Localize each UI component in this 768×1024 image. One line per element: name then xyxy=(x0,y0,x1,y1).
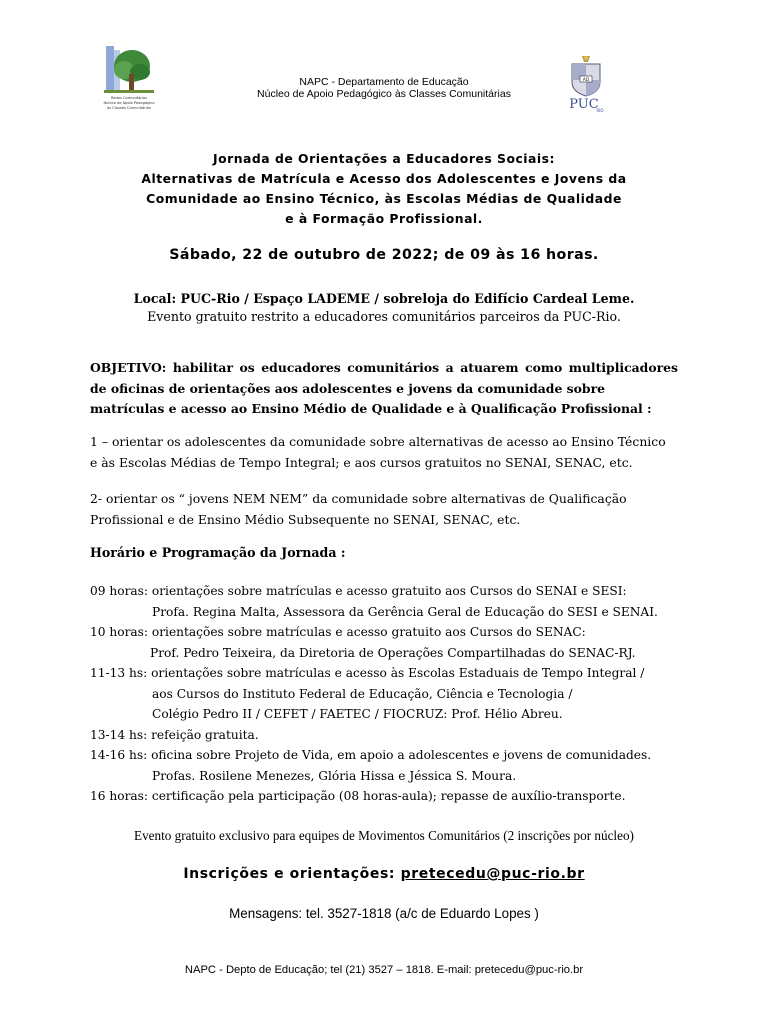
schedule-list xyxy=(90,581,690,807)
page-footer: NAPC - Depto de Educação; tel (21) 3527 – 1818. E-mail: pretecedu@puc-rio.br xyxy=(184,964,584,976)
schedule-speaker: Profa. Regina Malta, Assessora da Gerência Geral de Educação do SESI e SENAI. xyxy=(152,604,658,619)
svg-text:PUC: PUC xyxy=(569,97,599,112)
objective-paragraph xyxy=(90,358,678,420)
svg-text:RIO: RIO xyxy=(596,108,604,113)
schedule-speaker: Profas. Rosilene Menezes, Glória Hissa e Jéssica S. Moura. xyxy=(152,768,517,783)
item-text: Profissional e de Ensino Médio Subsequente no SENAI, SENAC, etc. xyxy=(90,511,521,527)
department-subtitle: Núcleo de Apoio Pedagógico às Classes Comunitárias xyxy=(257,88,511,100)
puc-rio-logo xyxy=(562,52,610,116)
item-text: 1 – orientar os adolescentes da comunidade sobre alternativas de acesso ao Ensino Técnico xyxy=(90,434,666,449)
objective-text-end: matrículas e acesso ao Ensino Médio de Qualidade e à Qualificação Profissional : xyxy=(90,401,652,416)
registration-line xyxy=(0,866,768,882)
schedule-item: 10 horas: orientações sobre matrículas e acesso gratuito aos Cursos do SENAC: xyxy=(90,625,586,639)
event-date: Sábado, 22 de outubro de 2022; de 09 às 16 horas. xyxy=(169,247,599,263)
item-text: e às Escolas Médias de Tempo Integral; e aos cursos gratuitos no SENAI, SENAC, etc. xyxy=(90,454,633,470)
location-line: Local: PUC-Rio / Espaço LADEME / sobreloja do Edifício Cardeal Leme. xyxy=(133,291,635,306)
header-department xyxy=(0,76,768,100)
schedule-item: 16 horas: certificação pela participação (08 horas-aula); repasse de auxílio-transporte. xyxy=(90,789,626,803)
objective-item-1 xyxy=(90,432,678,473)
schedule-speaker: Prof. Pedro Teixeira, da Diretoria de Operações Compartilhadas do SENAC-RJ. xyxy=(150,645,636,660)
registration-email-link[interactable]: pretecedu@puc-rio.br xyxy=(400,866,585,882)
svg-text:Núcleo de Apoio Pedagógico: Núcleo de Apoio Pedagógico xyxy=(103,101,155,105)
schedule-item: 14-16 hs: oficina sobre Projeto de Vida, em apoio a adolescentes e jovens de comunidades. xyxy=(90,748,652,762)
objective-text: OBJETIVO: habilitar os educadores comunitários a atuarem como multiplicadores de oficinas de orientações aos adolescentes e jovens da comunidade sobre xyxy=(90,360,678,396)
svg-text:AD: AD xyxy=(582,78,590,83)
schedule-item-continued: aos Cursos do Instituto Federal de Educação, Ciência e Tecnologia / xyxy=(152,686,573,701)
title-line: Comunidade ao Ensino Técnico, às Escolas Médias de Qualidade xyxy=(146,191,622,206)
title-line: Jornada de Orientações a Educadores Sociais: xyxy=(213,151,555,166)
schedule-item: 13-14 hs: refeição gratuita. xyxy=(90,727,259,742)
schedule-speaker: Colégio Pedro II / CEFET / FAETEC / FIOCRUZ: Prof. Hélio Abreu. xyxy=(152,707,563,721)
schedule-item: 11-13 hs: orientações sobre matrículas e acesso às Escolas Estaduais de Tempo Integral / xyxy=(90,666,645,680)
free-event-note: Evento gratuito exclusivo para equipes de Movimentos Comunitários (2 inscrições por núcleo) xyxy=(134,828,634,843)
department-name: NAPC - Departamento de Educação xyxy=(299,76,469,88)
title-line: e à Formação Profissional. xyxy=(285,211,483,226)
title-line: Alternativas de Matrícula e Acesso dos Adolescentes e Jovens da xyxy=(141,171,627,186)
event-title xyxy=(0,149,768,229)
puc-crest-icon xyxy=(562,52,610,116)
svg-text:Redes Comunitárias: Redes Comunitárias xyxy=(111,96,147,100)
event-location xyxy=(0,290,768,326)
objective-item-2 xyxy=(90,489,678,530)
schedule-heading: Horário e Programação da Jornada : xyxy=(90,545,346,560)
registration-label: Inscrições e orientações: xyxy=(183,866,401,882)
item-text: 2- orientar os “ jovens NEM NEM” da comunidade sobre alternativas de Qualificação xyxy=(90,491,627,506)
location-restriction: Evento gratuito restrito a educadores comunitários parceiros da PUC-Rio. xyxy=(147,309,621,324)
svg-text:às Classes Comunitárias: às Classes Comunitárias xyxy=(107,106,151,110)
messages-contact: Mensagens: tel. 3527-1818 (a/c de Eduardo Lopes ) xyxy=(229,906,539,921)
schedule-item: 09 horas: orientações sobre matrículas e acesso gratuito aos Cursos do SENAI e SESI: xyxy=(90,584,627,598)
